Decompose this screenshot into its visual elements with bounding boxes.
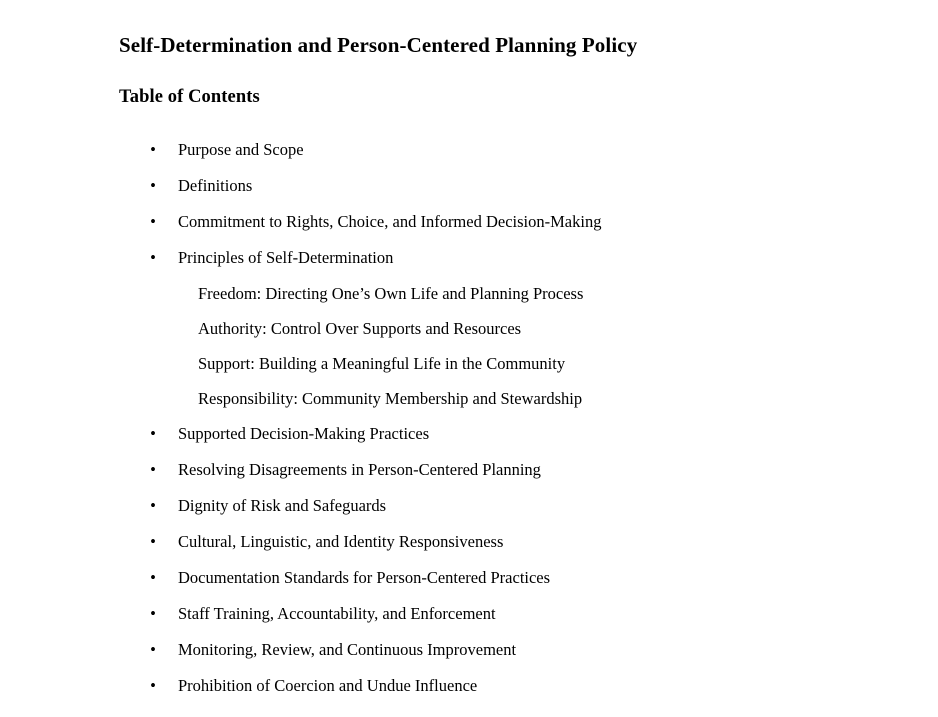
- toc-entry[interactable]: [119, 596, 909, 632]
- toc-entry-label: Cultural, Linguistic, and Identity Responsiveness: [178, 532, 504, 551]
- toc-entry[interactable]: [119, 204, 909, 240]
- toc-subentry[interactable]: [119, 346, 909, 381]
- toc-entry-label: Purpose and Scope: [178, 140, 304, 159]
- toc-entry[interactable]: [119, 132, 909, 168]
- page-title: Self-Determination and Person-Centered Planning Policy: [119, 33, 638, 57]
- toc-subentry-label: Freedom: Directing One’s Own Life and Planning Process: [198, 284, 584, 303]
- toc-entry-label: Dignity of Risk and Safeguards: [178, 496, 387, 515]
- toc-subentry-label: Authority: Control Over Supports and Resources: [198, 319, 522, 338]
- bullet-icon: •: [150, 248, 156, 267]
- bullet-icon: •: [150, 568, 156, 587]
- toc-entry[interactable]: [119, 452, 909, 488]
- toc-entry[interactable]: [119, 240, 909, 276]
- bullet-icon: •: [150, 140, 156, 159]
- toc-entry[interactable]: [119, 632, 909, 668]
- bullet-icon: •: [150, 176, 156, 195]
- bullet-icon: •: [150, 212, 156, 231]
- bullet-icon: •: [150, 424, 156, 443]
- toc-entry-label: Resolving Disagreements in Person-Centered Planning: [178, 460, 541, 479]
- bullet-icon: •: [150, 604, 156, 623]
- toc-entry[interactable]: [119, 560, 909, 596]
- toc-subentry[interactable]: [119, 381, 909, 416]
- toc-entry-label: Principles of Self-Determination: [178, 248, 394, 267]
- toc-entry-label: Documentation Standards for Person-Centered Practices: [178, 568, 551, 587]
- table-of-contents-heading: Table of Contents: [119, 87, 260, 107]
- bullet-icon: •: [150, 460, 156, 479]
- table-of-contents-list: [119, 132, 909, 704]
- bullet-icon: •: [150, 676, 156, 695]
- toc-subentry[interactable]: [119, 311, 909, 346]
- toc-entry-label: Commitment to Rights, Choice, and Informed Decision-Making: [178, 212, 602, 231]
- toc-entry[interactable]: [119, 488, 909, 524]
- toc-entry[interactable]: [119, 416, 909, 452]
- toc-entry-label: Prohibition of Coercion and Undue Influence: [178, 676, 478, 695]
- bullet-icon: •: [150, 532, 156, 551]
- toc-entry-label: Staff Training, Accountability, and Enforcement: [178, 604, 496, 623]
- toc-entry-label: Definitions: [178, 176, 253, 195]
- bullet-icon: •: [150, 496, 156, 515]
- toc-entry-label: Monitoring, Review, and Continuous Improvement: [178, 640, 517, 659]
- toc-subentry-label: Responsibility: Community Membership and Stewardship: [198, 389, 583, 408]
- toc-subentry-label: Support: Building a Meaningful Life in the Community: [198, 354, 566, 373]
- toc-subentry[interactable]: [119, 276, 909, 311]
- toc-entry[interactable]: [119, 524, 909, 560]
- bullet-icon: •: [150, 640, 156, 659]
- toc-entry-label: Supported Decision-Making Practices: [178, 424, 430, 443]
- toc-entry[interactable]: [119, 168, 909, 204]
- toc-entry[interactable]: [119, 668, 909, 704]
- toc-subgroup: [119, 276, 909, 416]
